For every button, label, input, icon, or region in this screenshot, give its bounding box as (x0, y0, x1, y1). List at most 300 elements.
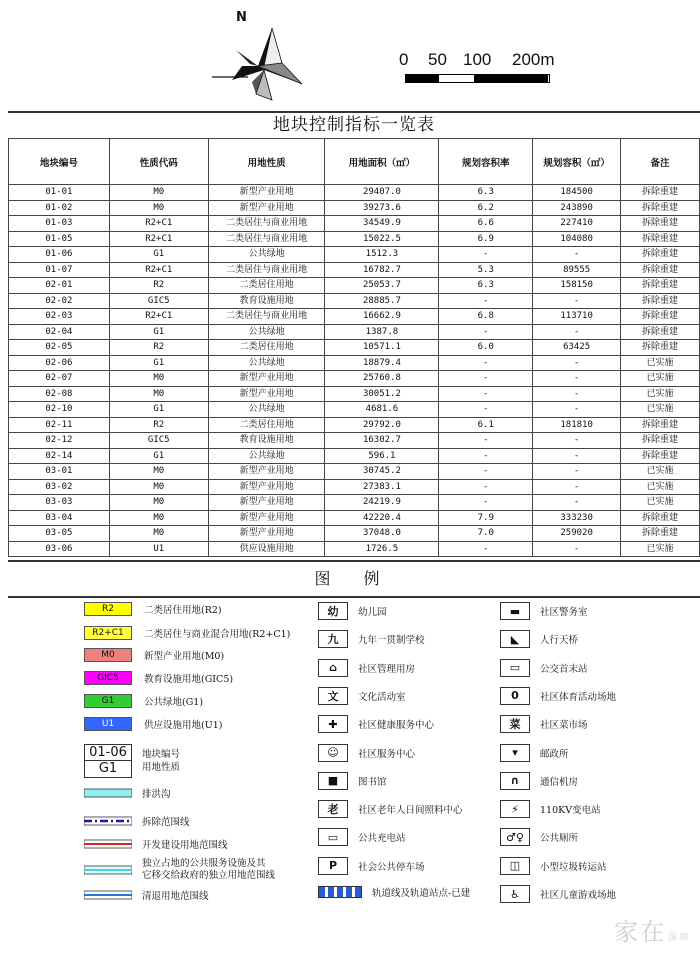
table-cell: 二类居住与商业用地 (208, 309, 325, 325)
table-cell: - (439, 495, 533, 511)
table-cell: 28885.7 (325, 293, 439, 309)
table-cell: 二类居住与商业用地 (208, 231, 325, 247)
table-cell: 596.1 (325, 448, 439, 464)
legend-swatch-item (84, 671, 233, 685)
table-cell: R2 (109, 417, 208, 433)
table-cell: - (439, 433, 533, 449)
legend-icon-item (500, 828, 578, 846)
table-cell: 拆除重建 (621, 433, 700, 449)
column-header: 用地面积（㎡） (325, 139, 439, 185)
table-cell: M0 (109, 510, 208, 526)
table-cell: 1726.5 (325, 541, 439, 557)
table-cell: 01-07 (9, 262, 110, 278)
table-cell: 03-05 (9, 526, 110, 542)
table-cell: M0 (109, 200, 208, 216)
table-cell: R2 (109, 340, 208, 356)
table-cell: 拆除重建 (621, 200, 700, 216)
table-cell: 63425 (533, 340, 621, 356)
table-row (9, 417, 700, 433)
table-cell: R2+C1 (109, 231, 208, 247)
table-cell: 拆除重建 (621, 526, 700, 542)
table-cell: 二类居住用地 (208, 417, 325, 433)
table-cell: 01-06 (9, 247, 110, 263)
table-cell: - (439, 247, 533, 263)
table-cell: G1 (109, 247, 208, 263)
legend-icon-label: 社区服务中心 (358, 748, 416, 760)
bus-terminal-icon: ▭ (500, 659, 530, 677)
development-line-icon (84, 837, 132, 851)
table-cell: GIC5 (109, 433, 208, 449)
land-use-swatch: U1 (84, 717, 132, 731)
table-cell: R2+C1 (109, 216, 208, 232)
legend-icon-item (318, 857, 425, 875)
table-row (9, 526, 700, 542)
kindergarten-icon: 幼 (318, 602, 348, 620)
table-cell: 7.9 (439, 510, 533, 526)
table-cell: M0 (109, 479, 208, 495)
column-header: 规划容积（㎡） (533, 139, 621, 185)
column-header: 备注 (621, 139, 700, 185)
parcel-id: 01-06 (85, 745, 131, 761)
legend-swatch-label: 新型产业用地(M0) (144, 651, 225, 662)
table-cell: 新型产业用地 (208, 526, 325, 542)
table-cell: 已实施 (621, 355, 700, 371)
waste-transfer-icon: ◫ (500, 857, 530, 875)
table-cell: 02-01 (9, 278, 110, 294)
table-row (9, 247, 700, 263)
table-cell: 新型产业用地 (208, 495, 325, 511)
legend-icon-item (500, 630, 578, 648)
legend-icon-item (500, 659, 588, 677)
table-cell: 拆除重建 (621, 309, 700, 325)
substation-icon: ⚡ (500, 800, 530, 818)
market-icon: 菜 (500, 715, 530, 733)
table-cell: 供应设施用地 (208, 541, 325, 557)
table-cell: 6.6 (439, 216, 533, 232)
table-cell: 已实施 (621, 541, 700, 557)
table-cell: G1 (109, 355, 208, 371)
legend-icon-label: 110KV变电站 (540, 805, 601, 817)
table-cell: R2+C1 (109, 309, 208, 325)
legend-swatch-label: 二类居住与商业混合用地(R2+C1) (144, 629, 291, 640)
public-land-line-icon (84, 863, 132, 877)
table-row (9, 433, 700, 449)
table-row (9, 510, 700, 526)
scale-label: 50 (428, 50, 447, 69)
drain-line-icon (84, 786, 132, 800)
table-cell: 03-03 (9, 495, 110, 511)
table-cell: 拆除重建 (621, 417, 700, 433)
table-cell: - (533, 464, 621, 480)
table-cell: 10571.1 (325, 340, 439, 356)
legend-icon-item (500, 800, 601, 818)
column-header: 性质代码 (109, 139, 208, 185)
table-cell: - (533, 448, 621, 464)
legend-parcel-sample (84, 744, 180, 778)
table-cell: 34549.9 (325, 216, 439, 232)
school-icon: 九 (318, 630, 348, 648)
legend-icon-label: 社区菜市场 (540, 720, 588, 732)
table-cell: 227410 (533, 216, 621, 232)
table-row (9, 293, 700, 309)
table-cell: 拆除重建 (621, 247, 700, 263)
table-cell: G1 (109, 448, 208, 464)
table-cell: - (439, 479, 533, 495)
clearance-line-icon (84, 888, 132, 902)
table-cell: M0 (109, 495, 208, 511)
table-cell: 37048.0 (325, 526, 439, 542)
table-cell: 拆除重建 (621, 293, 700, 309)
charging-station-icon: ▭ (318, 828, 348, 846)
table-cell: - (439, 541, 533, 557)
table-cell: 拆除重建 (621, 231, 700, 247)
table-row (9, 340, 700, 356)
table-cell: 104080 (533, 231, 621, 247)
table-cell: M0 (109, 464, 208, 480)
table-cell: 拆除重建 (621, 185, 700, 201)
table-cell: 01-05 (9, 231, 110, 247)
table-cell: 259020 (533, 526, 621, 542)
table-cell: 02-14 (9, 448, 110, 464)
table-cell: 30745.2 (325, 464, 439, 480)
table-cell: - (533, 479, 621, 495)
parcel-use: G1 (98, 761, 118, 776)
telecom-room-icon: ∩ (500, 772, 530, 790)
legend-line-item (84, 837, 228, 851)
table-cell: 公共绿地 (208, 324, 325, 340)
table-cell: R2+C1 (109, 262, 208, 278)
community-office-icon: ⌂ (318, 659, 348, 677)
table-cell: 6.1 (439, 417, 533, 433)
legend-swatch-label: 教育设施用地(GIC5) (144, 674, 234, 685)
table-cell: 42220.4 (325, 510, 439, 526)
table-cell: 15022.5 (325, 231, 439, 247)
table-cell: G1 (109, 324, 208, 340)
table-cell: 1512.3 (325, 247, 439, 263)
legend-title: 图 例 (314, 569, 394, 588)
table-cell: 184500 (533, 185, 621, 201)
legend-line-label-group (142, 858, 275, 882)
table-cell: 02-07 (9, 371, 110, 387)
table-cell: 公共绿地 (208, 355, 325, 371)
table-cell: - (439, 402, 533, 418)
legend-swatch-item (84, 602, 222, 616)
table-cell: 已实施 (621, 495, 700, 511)
table-cell: 24219.9 (325, 495, 439, 511)
table-cell: 7.0 (439, 526, 533, 542)
table-row (9, 200, 700, 216)
table-cell: 教育设施用地 (208, 433, 325, 449)
table-row (9, 386, 700, 402)
legend-icon-label: 文化活动室 (358, 691, 406, 703)
legend-icon-item (500, 885, 616, 903)
legend-icon-label: 公共厕所 (540, 833, 579, 845)
column-header: 地块编号 (9, 139, 110, 185)
legend-icon-item (318, 630, 425, 648)
table-row (9, 479, 700, 495)
table-cell: 02-10 (9, 402, 110, 418)
table-row (9, 371, 700, 387)
table-cell: 二类居住与商业用地 (208, 262, 325, 278)
table-row (9, 278, 700, 294)
table-cell: 拆除重建 (621, 324, 700, 340)
table-cell: 新型产业用地 (208, 185, 325, 201)
table-cell: 拆除重建 (621, 448, 700, 464)
table-cell: - (533, 293, 621, 309)
legend-icon-label: 公交首末站 (540, 663, 588, 675)
table-cell: 6.0 (439, 340, 533, 356)
scale-label: 0 (399, 50, 409, 69)
column-header: 用地性质 (208, 139, 325, 185)
legend-icon-label: 小型垃圾转运站 (540, 861, 607, 873)
table-cell: 拆除重建 (621, 340, 700, 356)
legend-icon-item (318, 715, 434, 733)
table-cell: 拆除重建 (621, 510, 700, 526)
table-row (9, 324, 700, 340)
police-icon: ▬ (500, 602, 530, 620)
legend-line-item (84, 858, 275, 882)
table-cell: 16662.9 (325, 309, 439, 325)
table-cell: 教育设施用地 (208, 293, 325, 309)
table-row (9, 355, 700, 371)
legend-icon-item (318, 885, 470, 899)
north-arrow-icon (212, 8, 304, 104)
table-cell: M0 (109, 526, 208, 542)
legend-line-label: 它移交给政府的独立用地范围线 (142, 870, 276, 881)
table-cell: 已实施 (621, 386, 700, 402)
table-cell: 29792.0 (325, 417, 439, 433)
legend-icon-label: 幼儿园 (358, 607, 387, 618)
legend-icon-item (318, 602, 387, 620)
table-row (9, 309, 700, 325)
health-center-icon: ✚ (318, 715, 348, 733)
table-cell: 02-04 (9, 324, 110, 340)
legend-icon-item (318, 828, 406, 846)
table-cell: 已实施 (621, 464, 700, 480)
table-cell: 39273.6 (325, 200, 439, 216)
legend-swatch-item (84, 648, 224, 662)
legend-icon-item (318, 744, 415, 762)
table-cell: M0 (109, 371, 208, 387)
legend-icon-label: 邮政所 (540, 748, 569, 760)
legend-swatch-label: 二类居住用地(R2) (144, 605, 222, 616)
table-cell: M0 (109, 185, 208, 201)
land-use-swatch: R2 (84, 602, 132, 616)
table-cell: GIC5 (109, 293, 208, 309)
land-use-swatch: R2+C1 (84, 626, 132, 640)
table-cell: - (533, 247, 621, 263)
legend-line-label: 清退用地范围线 (142, 891, 209, 902)
table-cell: M0 (109, 386, 208, 402)
table-row (9, 185, 700, 201)
map-header (0, 0, 700, 112)
table-cell: 243890 (533, 200, 621, 216)
table-cell: 已实施 (621, 371, 700, 387)
table-cell: 拆除重建 (621, 278, 700, 294)
table-cell: 02-06 (9, 355, 110, 371)
legend-swatch-item (84, 626, 290, 640)
parcel-label: 用地性质 (142, 762, 181, 773)
land-use-swatch: G1 (84, 694, 132, 708)
table-title: 地块控制指标一览表 (273, 115, 435, 135)
demolition-line-icon (84, 814, 132, 828)
post-office-icon: ▾ (500, 744, 530, 762)
legend-swatch-label: 公共绿地(G1) (144, 697, 204, 708)
table-cell: 25053.7 (325, 278, 439, 294)
table-cell: 03-02 (9, 479, 110, 495)
table-cell: 拆除重建 (621, 216, 700, 232)
table-cell: 181810 (533, 417, 621, 433)
table-cell: - (439, 324, 533, 340)
table-cell: 27383.1 (325, 479, 439, 495)
table-cell: 333230 (533, 510, 621, 526)
table-cell: 18879.4 (325, 355, 439, 371)
table-row (9, 541, 700, 557)
table-cell: - (439, 355, 533, 371)
table-cell: 二类居住用地 (208, 278, 325, 294)
table-cell: 29407.0 (325, 185, 439, 201)
legend-icon-item (500, 602, 588, 620)
table-cell: - (439, 293, 533, 309)
legend-line-item (84, 786, 171, 800)
table-cell: 02-02 (9, 293, 110, 309)
legend-swatch-item (84, 694, 203, 708)
parking-icon: P (318, 857, 348, 875)
table-cell: 02-05 (9, 340, 110, 356)
table-cell: - (533, 402, 621, 418)
table-cell: 01-02 (9, 200, 110, 216)
table-cell: 6.3 (439, 278, 533, 294)
table-cell: - (533, 495, 621, 511)
legend-icon-label: 社区老年人日间照料中心 (358, 805, 463, 817)
legend-icon-label: 社区儿童游戏场地 (540, 890, 617, 901)
playground-icon: ♿ (500, 885, 530, 903)
table-cell: - (439, 464, 533, 480)
table-row (9, 231, 700, 247)
legend-icon-label: 社会公共停车场 (358, 861, 425, 873)
table-cell: 1387.8 (325, 324, 439, 340)
table-row (9, 495, 700, 511)
table-cell: 01-03 (9, 216, 110, 232)
rail-line-icon (318, 886, 362, 898)
table-cell: 拆除重建 (621, 262, 700, 278)
table-cell: 6.9 (439, 231, 533, 247)
table-row (9, 464, 700, 480)
legend-swatch-item (84, 717, 222, 731)
legend-icon-item (318, 772, 387, 790)
table-cell: 6.2 (439, 200, 533, 216)
table-cell: - (439, 371, 533, 387)
legend-line-label: 排洪沟 (142, 789, 171, 800)
legend-icon-item (500, 715, 588, 733)
toilet-icon: ♂♀ (500, 828, 530, 846)
footbridge-icon: ◣ (500, 630, 530, 648)
table-cell: 4681.6 (325, 402, 439, 418)
legend-icon-label: 社区警务室 (540, 607, 588, 618)
sports-field-icon: 0 (500, 687, 530, 705)
table-cell: - (533, 386, 621, 402)
watermark-subtext: 深圳 (667, 933, 690, 943)
table-cell: 03-06 (9, 541, 110, 557)
table-cell: 新型产业用地 (208, 464, 325, 480)
legend-icon-label: 通信机房 (540, 776, 579, 788)
legend-line-label: 独立占地的公共服务设施及其 (142, 858, 266, 869)
table-cell: 03-04 (9, 510, 110, 526)
legend-line-label: 开发建设用地范围线 (142, 840, 228, 851)
table-cell: 公共绿地 (208, 402, 325, 418)
table-cell: 158150 (533, 278, 621, 294)
north-label: N (236, 10, 247, 25)
table-row (9, 402, 700, 418)
table-cell: 已实施 (621, 402, 700, 418)
library-icon: ■ (318, 772, 348, 790)
table-cell: 二类居住与商业用地 (208, 216, 325, 232)
table-cell: - (533, 541, 621, 557)
table-cell: R2 (109, 278, 208, 294)
legend-icon-item (500, 687, 616, 705)
table-cell: 新型产业用地 (208, 386, 325, 402)
legend-icon-label: 九年一贯制学校 (358, 635, 425, 647)
legend-line-label: 拆除范围线 (142, 817, 190, 828)
scale-label: 100 (463, 50, 492, 69)
table-row (9, 216, 700, 232)
table-cell: 01-01 (9, 185, 110, 201)
table-cell: 6.8 (439, 309, 533, 325)
table-cell: 30051.2 (325, 386, 439, 402)
table-cell: 02-11 (9, 417, 110, 433)
legend-icon-label: 轨道线及轨道站点-已建 (372, 888, 471, 899)
table-cell: - (533, 355, 621, 371)
table-cell: - (439, 386, 533, 402)
legend-icon-label: 社区管理用房 (358, 663, 416, 675)
elderly-care-icon: 老 (318, 800, 348, 818)
table-cell: 16782.7 (325, 262, 439, 278)
watermark-text: 家在 (613, 918, 666, 946)
control-index-table (8, 138, 700, 557)
table-cell: 02-12 (9, 433, 110, 449)
legend (0, 600, 700, 910)
service-center-icon: ☺ (318, 744, 348, 762)
table-cell: 新型产业用地 (208, 479, 325, 495)
watermark (614, 912, 690, 947)
table-cell: 113710 (533, 309, 621, 325)
legend-icon-item (318, 659, 415, 677)
table-cell: 6.3 (439, 185, 533, 201)
legend-icon-item (318, 687, 406, 705)
table-cell: 二类居住用地 (208, 340, 325, 356)
table-cell: 已实施 (621, 479, 700, 495)
table-cell: 89555 (533, 262, 621, 278)
land-use-swatch: GIC5 (84, 671, 132, 685)
table-cell: 新型产业用地 (208, 510, 325, 526)
parcel-label: 地块编号 (142, 749, 181, 760)
table-cell: 新型产业用地 (208, 371, 325, 387)
scale-label: 200m (512, 50, 555, 69)
table-cell: 16302.7 (325, 433, 439, 449)
table-cell: 新型产业用地 (208, 200, 325, 216)
legend-icon-item (500, 857, 607, 875)
divider (8, 596, 700, 598)
legend-line-item (84, 814, 190, 828)
table-cell: - (533, 433, 621, 449)
legend-icon-item (318, 800, 463, 818)
table-cell: U1 (109, 541, 208, 557)
legend-icon-label: 社区体育活动场地 (540, 691, 617, 703)
column-header: 规划容积率 (439, 139, 533, 185)
table-cell: 02-03 (9, 309, 110, 325)
table-cell: G1 (109, 402, 208, 418)
legend-icon-label: 图书馆 (358, 776, 387, 788)
